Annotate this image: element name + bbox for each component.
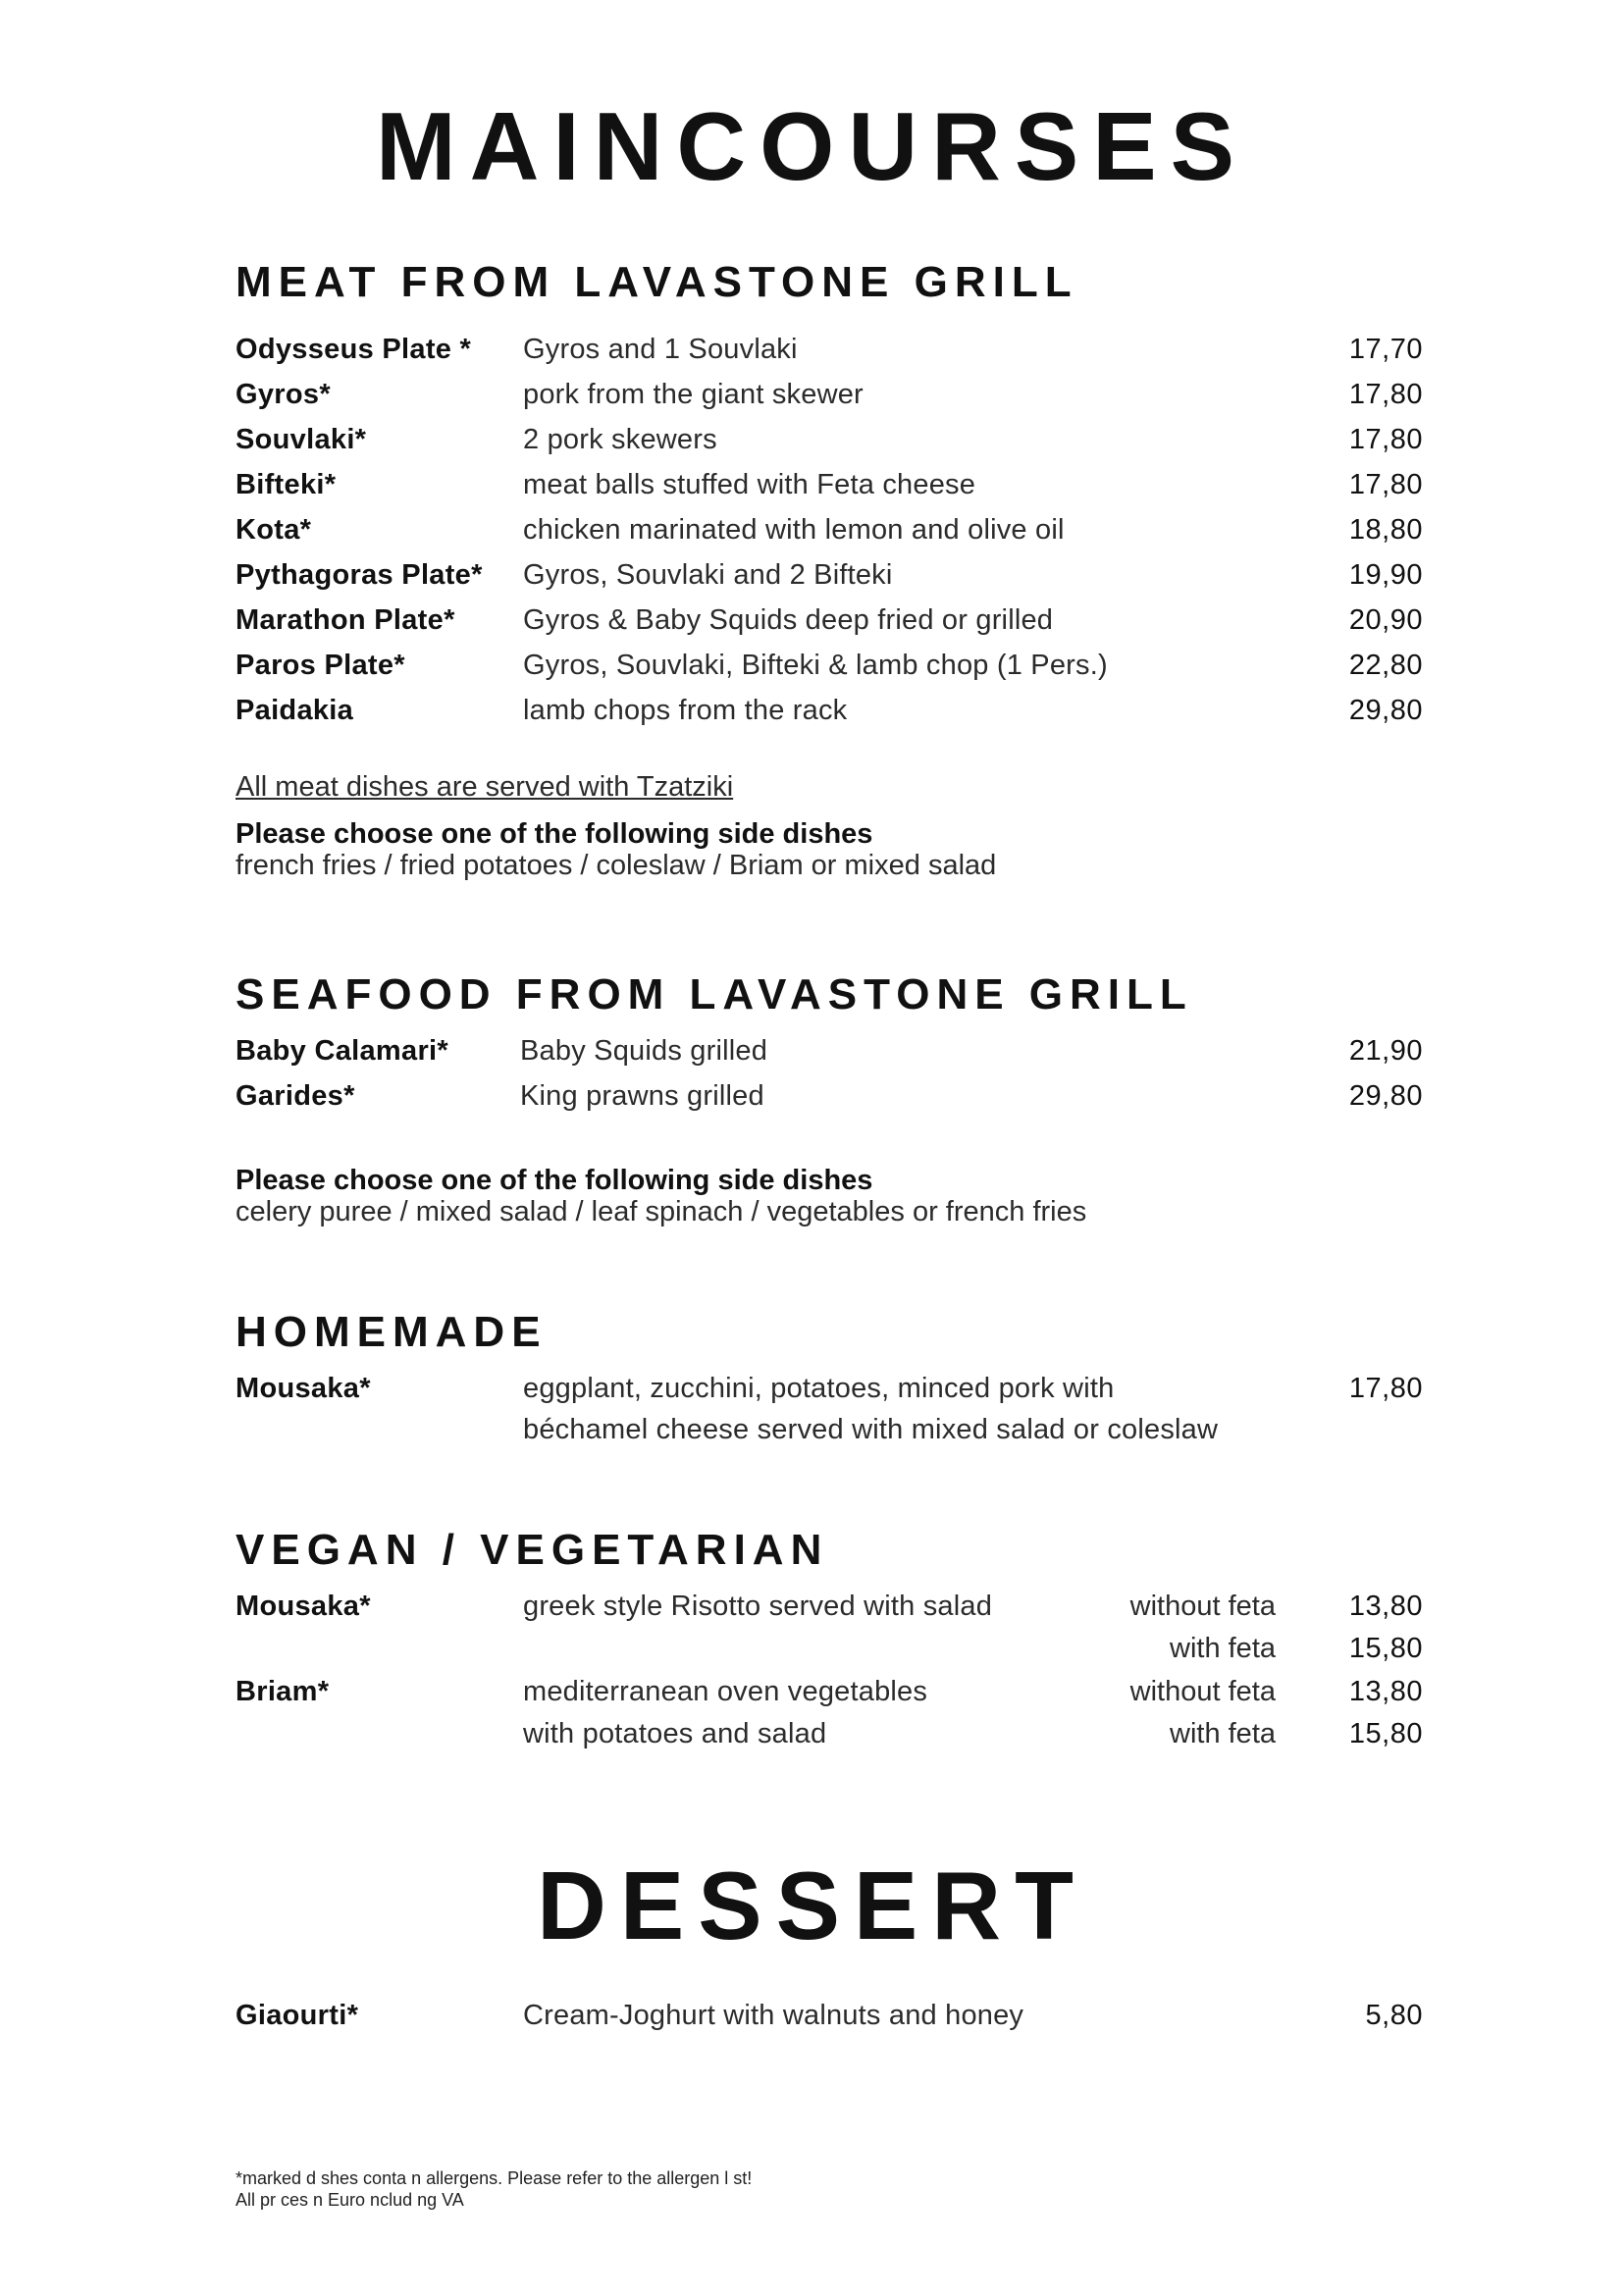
item-description: Gyros and 1 Souvlaki [523, 334, 798, 365]
item-price: 17,80 [1348, 1373, 1423, 1404]
section-heading-meat: MEAT FROM LAVASTONE GRILL [236, 258, 1078, 306]
side-dish-heading: Please choose one of the following side dishes [236, 1165, 873, 1196]
item-description: Cream-Joghurt with walnuts and honey [523, 2000, 1024, 2031]
item-price: 19,90 [1348, 559, 1423, 591]
section-heading-homemade: HOMEMADE [236, 1308, 548, 1356]
item-name: Briam* [236, 1676, 330, 1707]
item-description: Baby Squids grilled [520, 1035, 768, 1067]
item-price: 18,80 [1348, 514, 1423, 546]
item-name: Bifteki* [236, 469, 337, 500]
item-description: greek style Risotto served with salad [523, 1591, 993, 1622]
tzatziki-note: All meat dishes are served with Tzatziki [236, 771, 734, 803]
item-price: 15,80 [1348, 1633, 1423, 1664]
item-description: with potatoes and salad [523, 1718, 827, 1749]
item-description: Gyros, Souvlaki, Bifteki & lamb chop (1 Pers.) [523, 650, 1108, 681]
item-description: Gyros & Baby Squids deep fried or grilled [523, 604, 1054, 636]
side-dish-heading: Please choose one of the following side dishes [236, 818, 873, 850]
item-description: 2 pork skewers [523, 424, 717, 455]
item-name: Garides* [236, 1080, 355, 1112]
item-description: béchamel cheese served with mixed salad or coleslaw [523, 1414, 1219, 1445]
section-heading-seafood: SEAFOOD FROM LAVASTONE GRILL [236, 970, 1193, 1018]
item-name: Odysseus Plate * [236, 334, 472, 365]
item-price: 21,90 [1348, 1035, 1423, 1067]
side-dish-list: french fries / fried potatoes / coleslaw / Briam or mixed salad [236, 850, 997, 881]
item-description: meat balls stuffed with Feta cheese [523, 469, 976, 500]
item-price: 20,90 [1348, 604, 1423, 636]
item-price: 15,80 [1348, 1718, 1423, 1749]
item-price: 17,70 [1348, 334, 1423, 365]
item-description: mediterranean oven vegetables [523, 1676, 928, 1707]
item-price: 29,80 [1348, 1080, 1423, 1112]
option-label: with feta [1170, 1718, 1276, 1749]
option-label: without feta [1129, 1676, 1276, 1707]
allergen-footnote: *marked d shes conta n allergens. Please refer to the allergen l st! [236, 2168, 753, 2188]
item-description: Gyros, Souvlaki and 2 Bifteki [523, 559, 893, 591]
item-name: Mousaka* [236, 1591, 371, 1622]
item-name: Paidakia [236, 695, 354, 726]
option-label: without feta [1129, 1591, 1276, 1622]
item-price: 13,80 [1348, 1591, 1423, 1622]
option-label: with feta [1170, 1633, 1276, 1664]
item-name: Kota* [236, 514, 312, 546]
side-dish-list: celery puree / mixed salad / leaf spinach / vegetables or french fries [236, 1196, 1087, 1227]
item-name: Mousaka* [236, 1373, 371, 1404]
item-name: Marathon Plate* [236, 604, 455, 636]
section-heading-vegan: VEGAN / VEGETARIAN [236, 1526, 829, 1574]
item-price: 13,80 [1348, 1676, 1423, 1707]
item-description: eggplant, zucchini, potatoes, minced pork with [523, 1373, 1115, 1404]
item-name: Paros Plate* [236, 650, 405, 681]
item-name: Pythagoras Plate* [236, 559, 483, 591]
item-price: 17,80 [1348, 379, 1423, 410]
dessert-title: DESSERT [537, 1852, 1087, 1959]
item-description: King prawns grilled [520, 1080, 764, 1112]
item-price: 17,80 [1348, 424, 1423, 455]
item-name: Souvlaki* [236, 424, 367, 455]
item-price: 17,80 [1348, 469, 1423, 500]
item-name: Gyros* [236, 379, 331, 410]
item-description: lamb chops from the rack [523, 695, 848, 726]
item-name: Baby Calamari* [236, 1035, 448, 1067]
item-price: 5,80 [1365, 2000, 1423, 2031]
item-description: pork from the giant skewer [523, 379, 864, 410]
price-footnote: All pr ces n Euro nclud ng VA [236, 2190, 464, 2210]
item-name: Giaourti* [236, 2000, 359, 2031]
page-title: MAINCOURSES [375, 92, 1249, 200]
item-price: 29,80 [1348, 695, 1423, 726]
item-description: chicken marinated with lemon and olive oil [523, 514, 1065, 546]
item-price: 22,80 [1348, 650, 1423, 681]
